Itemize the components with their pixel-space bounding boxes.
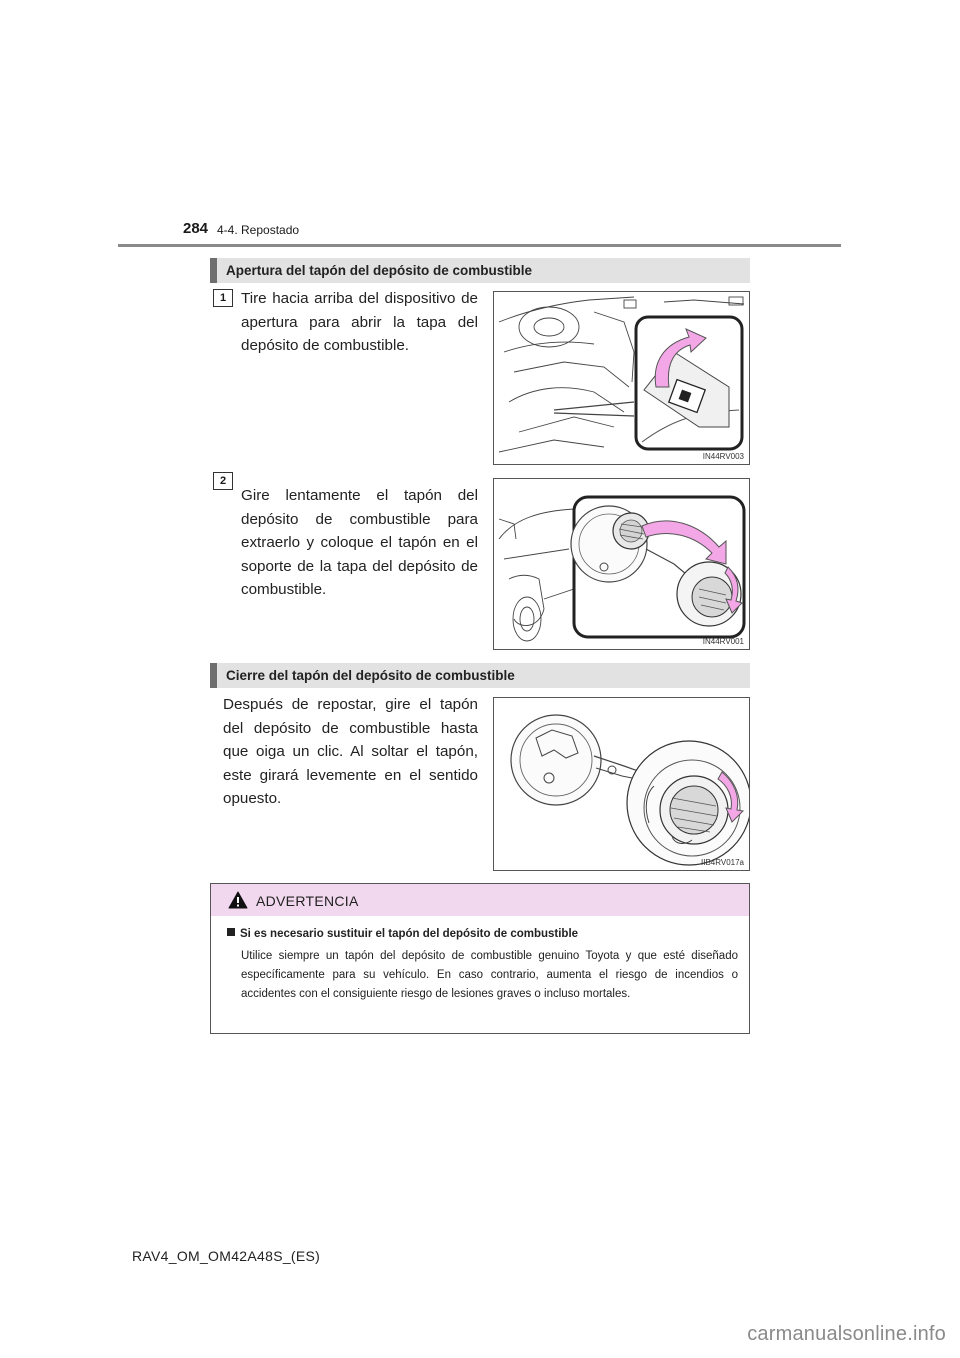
fuel-cap-removal-illustration [494,479,750,650]
footer-code: RAV4_OM_OM42A48S_(ES) [132,1248,321,1264]
figure-fuel-door-opener [493,291,750,465]
warning-triangle-icon [228,891,248,909]
closing-text: Después de repostar, gire el tapón del depósito de combustible hasta que oiga un clic. Al soltar el tapón, este girará levemente en el sentido opuesto. [223,696,478,807]
figure-code-2: IN44RV001 [702,637,744,646]
bullet-square-icon [227,928,235,936]
warning-title: ADVERTENCIA [256,893,359,909]
fuel-door-opener-illustration [494,292,750,465]
watermark: carmanualsonline.info [747,1323,946,1345]
step-badge-2: 2 [213,472,233,490]
step-badge-1: 1 [213,289,233,307]
section-heading-opening [210,258,750,283]
header-rule [118,244,841,247]
section-title: 4-4. Repostado [217,223,300,237]
section-heading-closing-text: Cierre del tapón del depósito de combustible [226,668,515,683]
step-text-2: Gire lentamente el tapón del depósito de combustible para extraerlo y coloque el tapón en el soporte de la tapa del depósito de combustible. [241,487,478,598]
warning-subheading-text: Si es necesario sustituir el tapón del depósito de combustible [240,928,579,940]
figure-fuel-cap-removal [493,478,750,650]
figure-fuel-cap-closing [493,697,750,871]
figure-code-1: IN44RV003 [702,452,744,461]
fuel-cap-closing-illustration [494,698,750,871]
figure-code-3: IIB4RV017a [701,858,744,867]
warning-subheading [227,928,578,940]
page-number: 284 [183,220,209,237]
warning-header [211,884,749,916]
warning-box [210,883,750,1034]
section-heading-closing [210,663,750,688]
step-text-1: Tire hacia arriba del dispositivo de apertura para abrir la tapa del depósito de combustible. [241,290,478,354]
section-heading-opening-text: Apertura del tapón del depósito de combustible [226,263,533,278]
warning-text: Utilice siempre un tapón del depósito de combustible genuino Toyota y que esté diseñado específicamente para su vehículo. En caso contrario, aumenta el riesgo de incendios o accidentes con el consiguiente riesgo de lesiones graves o incluso mortales. [241,950,738,1000]
